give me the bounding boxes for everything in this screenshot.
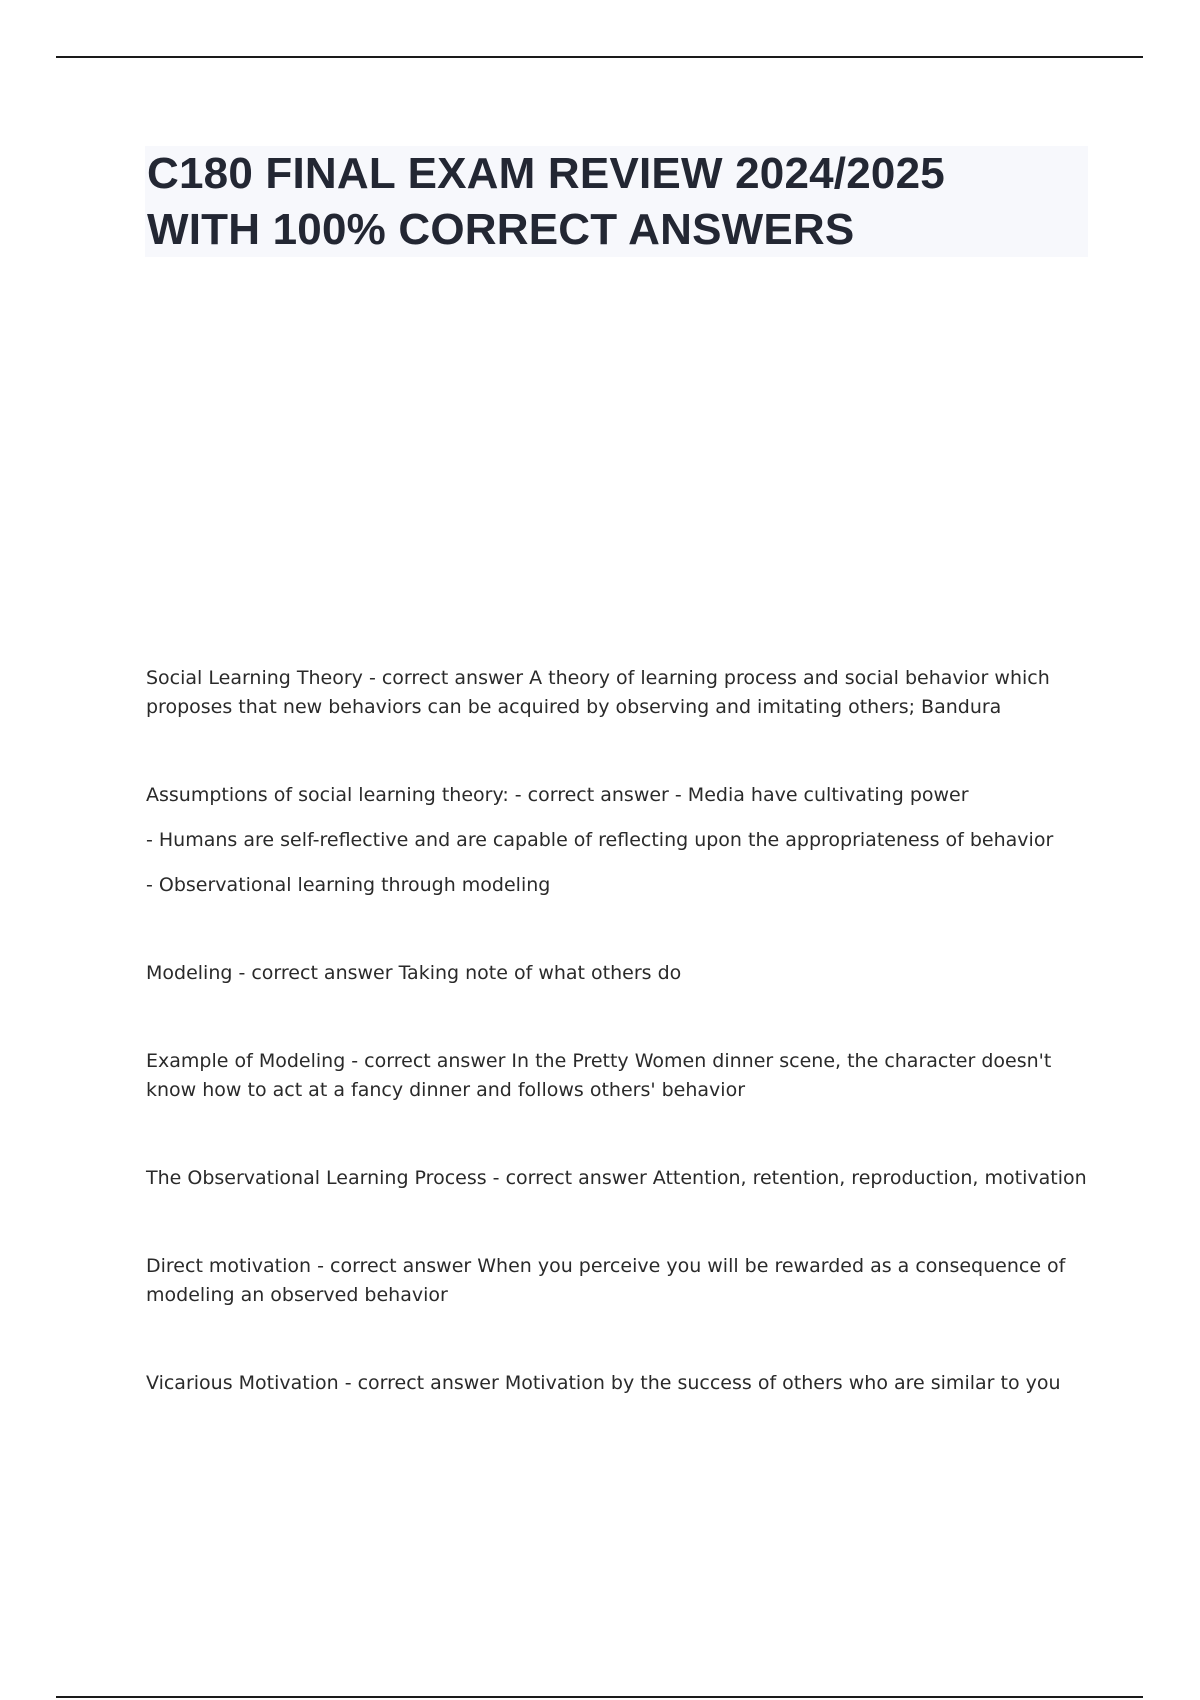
entry-text: Assumptions of social learning theory: - correct answer - Media have cultivating power [146, 784, 969, 806]
title-line-1: C180 FINAL EXAM REVIEW 2024/2025 [147, 149, 945, 198]
entry-text: Social Learning Theory - correct answer A theory of learning process and social behavior which proposes that new behaviors can be acquired by observing and imitating others; Bandura [146, 667, 1050, 718]
entry-sub-line: - Humans are self-reflective and are capable of reflecting upon the appropriateness of behavior [146, 829, 1054, 851]
entry-sub-line: - Observational learning through modeling [146, 874, 551, 896]
qa-entry-modeling [146, 959, 1096, 988]
qa-entry-assumptions [146, 781, 1096, 900]
entry-text: The Observational Learning Process - correct answer Attention, retention, reproduction, motivation [146, 1167, 1087, 1189]
entry-text: Modeling - correct answer Taking note of what others do [146, 962, 682, 984]
bottom-rule [56, 1696, 1143, 1698]
qa-entry-example-of-modeling [146, 1047, 1096, 1105]
top-rule [56, 56, 1143, 58]
title-block [145, 146, 1088, 257]
qa-entry-vicarious-motivation [146, 1369, 1096, 1398]
qa-entry-observational-learning-process [146, 1164, 1096, 1193]
entry-text: Vicarious Motivation - correct answer Motivation by the success of others who are similar to you [146, 1372, 1061, 1394]
qa-entries [146, 664, 1096, 1398]
qa-entry-social-learning-theory [146, 664, 1096, 722]
entry-text: Direct motivation - correct answer When you perceive you will be rewarded as a consequence of modeling an observed behavior [146, 1255, 1066, 1306]
title-line-2: WITH 100% CORRECT ANSWERS [147, 205, 855, 254]
qa-entry-direct-motivation [146, 1252, 1096, 1310]
entry-text: Example of Modeling - correct answer In the Pretty Women dinner scene, the character doesn't know how to act at a fancy dinner and follows others' behavior [146, 1050, 1052, 1101]
page-title [145, 146, 1088, 258]
